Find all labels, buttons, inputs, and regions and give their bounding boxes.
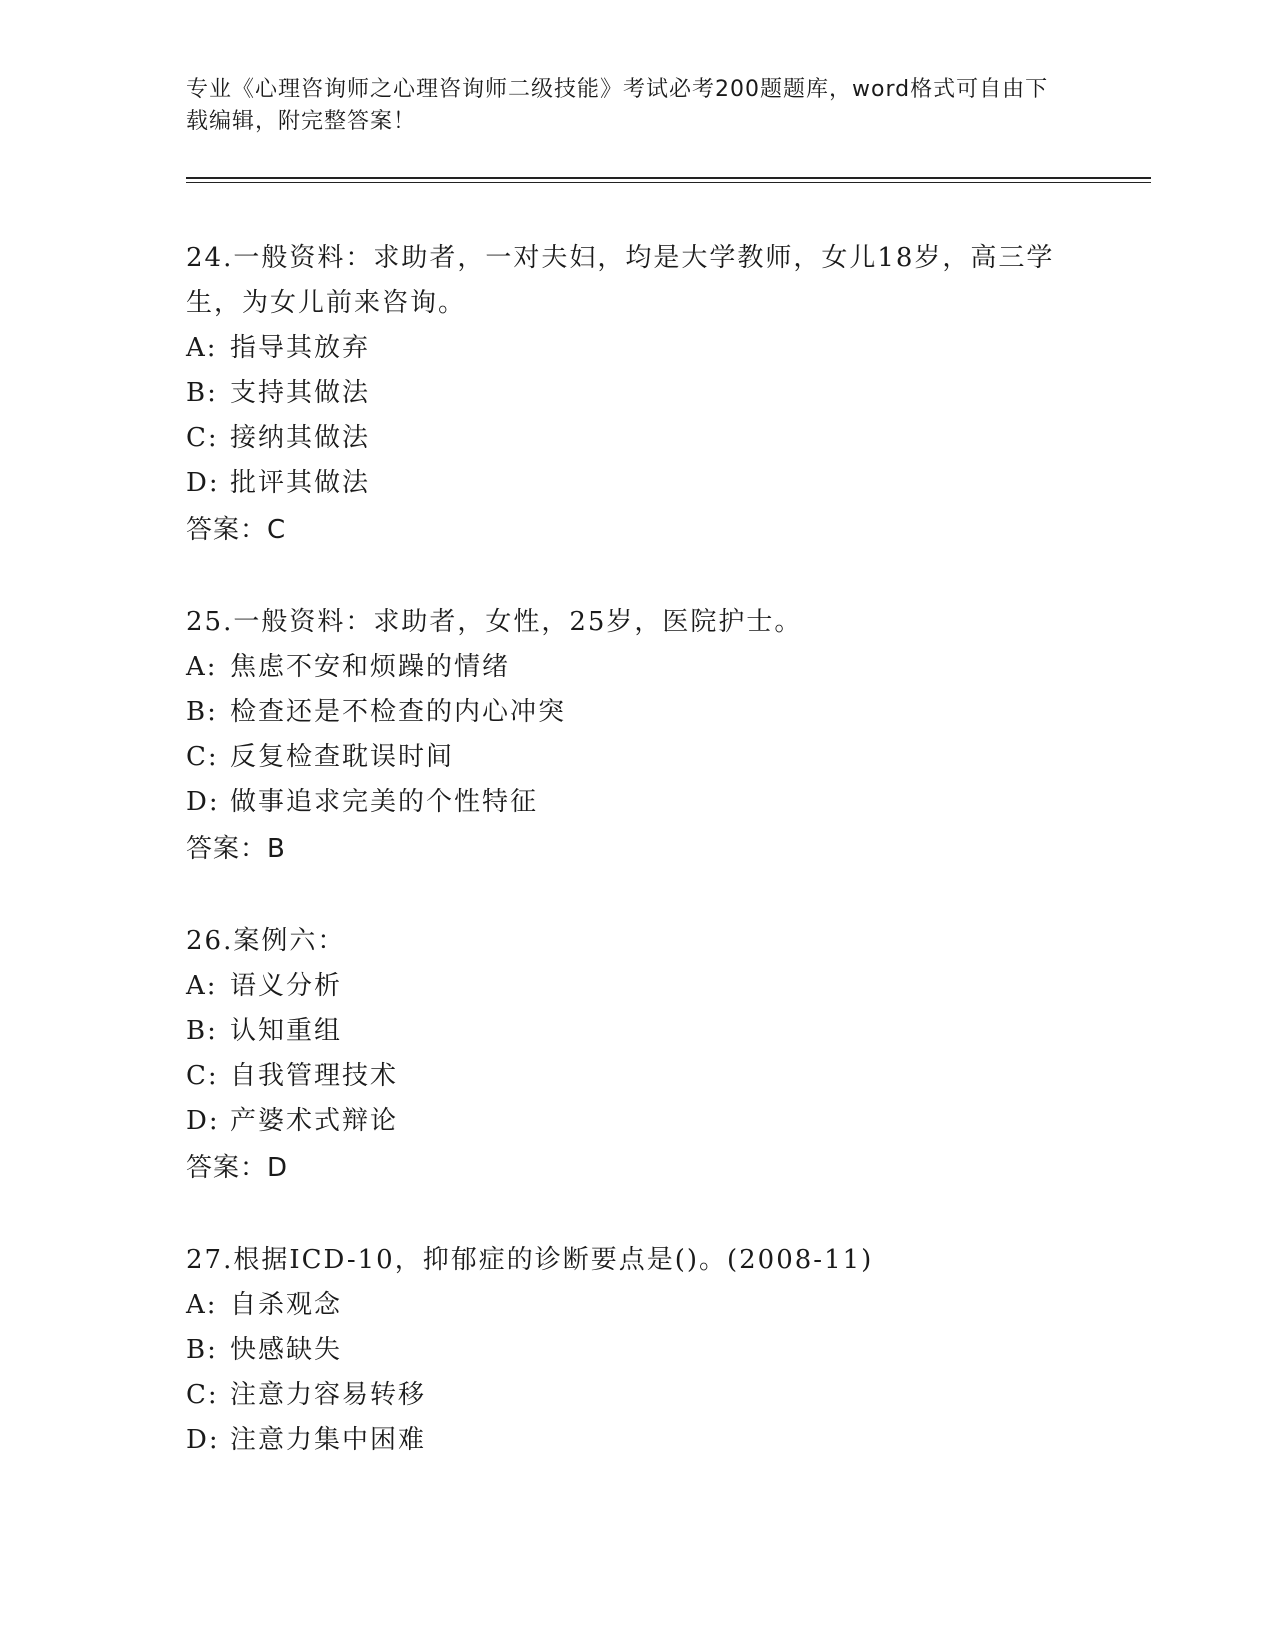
option-c bbox=[186, 735, 1066, 780]
option-letter: B: bbox=[186, 1016, 218, 1046]
option-text: 做事追求完美的个性特征 bbox=[230, 787, 539, 817]
option-text: 注意力集中困难 bbox=[230, 1425, 427, 1455]
option-letter: C: bbox=[186, 1380, 219, 1410]
header-divider-thick bbox=[186, 177, 1151, 179]
option-text: 焦虑不安和烦躁的情绪 bbox=[230, 652, 511, 682]
question-26 bbox=[186, 919, 1066, 1192]
option-b bbox=[186, 1328, 1066, 1373]
option-letter: B: bbox=[186, 378, 218, 408]
option-letter: A: bbox=[186, 652, 218, 682]
option-d bbox=[186, 780, 1066, 825]
option-letter: D: bbox=[186, 468, 220, 498]
question-stem: 25.一般资料：求助者，女性，25岁，医院护士。 bbox=[186, 607, 803, 637]
option-d bbox=[186, 1418, 1066, 1463]
option-letter: C: bbox=[186, 423, 219, 453]
header-divider-thin bbox=[186, 182, 1151, 183]
option-text: 支持其做法 bbox=[230, 378, 371, 408]
option-letter: B: bbox=[186, 1335, 218, 1365]
answer-line: 答案：B bbox=[186, 834, 286, 864]
question-stem: 27.根据ICD-10，抑郁症的诊断要点是()。(2008-11) bbox=[186, 1245, 874, 1275]
option-a bbox=[186, 645, 1066, 690]
option-b bbox=[186, 1009, 1066, 1054]
option-a bbox=[186, 1283, 1066, 1328]
option-c bbox=[186, 1373, 1066, 1418]
option-text: 产婆术式辩论 bbox=[230, 1106, 399, 1136]
question-25 bbox=[186, 600, 1066, 873]
option-a bbox=[186, 964, 1066, 1009]
option-letter: B: bbox=[186, 697, 218, 727]
option-text: 自我管理技术 bbox=[230, 1061, 399, 1091]
option-c bbox=[186, 1054, 1066, 1099]
answer-line: 答案：D bbox=[186, 1153, 289, 1183]
option-b bbox=[186, 371, 1066, 416]
option-text: 指导其放弃 bbox=[230, 333, 371, 363]
option-letter: A: bbox=[186, 1290, 218, 1320]
option-letter: D: bbox=[186, 1106, 220, 1136]
option-text: 认知重组 bbox=[230, 1016, 343, 1046]
option-letter: A: bbox=[186, 971, 218, 1001]
option-letter: A: bbox=[186, 333, 218, 363]
option-d bbox=[186, 1099, 1066, 1144]
option-text: 接纳其做法 bbox=[230, 423, 371, 453]
question-list bbox=[186, 236, 1066, 1509]
option-text: 反复检查耽误时间 bbox=[230, 742, 455, 772]
option-letter: C: bbox=[186, 1061, 219, 1091]
option-a bbox=[186, 326, 1066, 371]
option-letter: D: bbox=[186, 1425, 220, 1455]
option-text: 语义分析 bbox=[230, 971, 343, 1001]
question-24 bbox=[186, 236, 1066, 554]
option-text: 检查还是不检查的内心冲突 bbox=[230, 697, 567, 727]
option-letter: D: bbox=[186, 787, 220, 817]
question-stem: 24.一般资料：求助者，一对夫妇，均是大学教师，女儿18岁，高三学生，为女儿前来咨询。 bbox=[186, 243, 1055, 318]
document-intro: 专业《心理咨询师之心理咨询师二级技能》考试必考200题题库，word格式可自由下载编辑，附完整答案！ bbox=[186, 77, 1049, 134]
option-text: 注意力容易转移 bbox=[230, 1380, 427, 1410]
option-text: 批评其做法 bbox=[230, 468, 371, 498]
option-c bbox=[186, 416, 1066, 461]
option-letter: C: bbox=[186, 742, 219, 772]
option-d bbox=[186, 461, 1066, 506]
option-text: 自杀观念 bbox=[230, 1290, 343, 1320]
question-27 bbox=[186, 1238, 1066, 1463]
question-stem: 26.案例六： bbox=[186, 926, 346, 956]
answer-line: 答案：C bbox=[186, 515, 287, 545]
option-text: 快感缺失 bbox=[230, 1335, 343, 1365]
option-b bbox=[186, 690, 1066, 735]
